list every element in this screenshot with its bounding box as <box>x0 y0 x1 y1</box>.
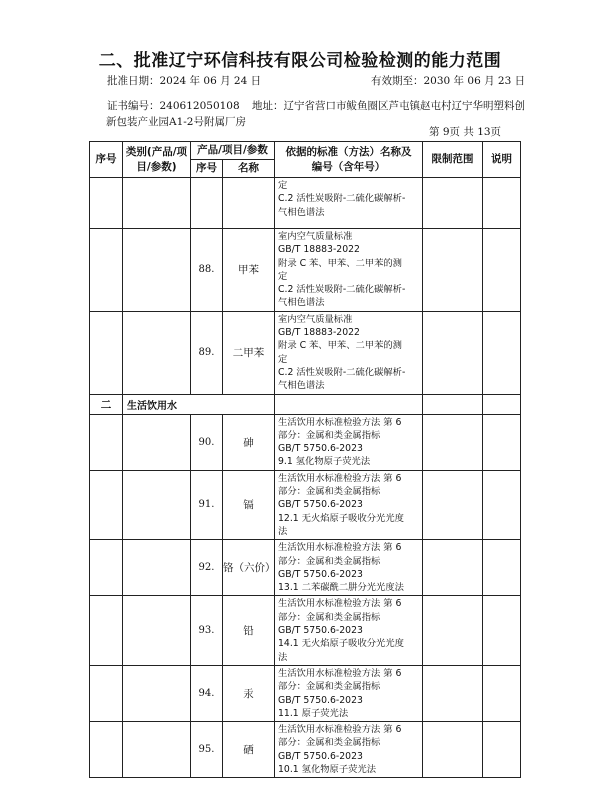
category-cell <box>123 178 191 229</box>
seq-cell <box>90 178 123 229</box>
standard-line: 室内空气质量标准 <box>278 231 353 242</box>
standard-line: 生活饮用水标准检验方法 第 6 <box>278 724 402 736</box>
standard-line: 生活饮用水标准检验方法 第 6 <box>278 542 402 554</box>
category-cell <box>123 540 191 596</box>
item-name: 硒 <box>223 722 275 778</box>
standard-line: 法 <box>278 651 288 663</box>
standard-cell <box>275 229 423 312</box>
category-cell <box>123 665 191 721</box>
category-cell <box>123 311 191 394</box>
standard-line: GB/T 5750.6-2023 <box>278 443 363 455</box>
limit-cell <box>423 722 483 778</box>
note-cell <box>483 665 521 721</box>
item-number: 91. <box>191 470 223 539</box>
note-cell <box>483 470 521 539</box>
seq-cell <box>90 540 123 596</box>
category-cell <box>123 722 191 778</box>
standard-line: 14.1 无火焰原子吸收分光光度 <box>278 638 404 650</box>
note-cell <box>483 596 521 665</box>
item-number: 95. <box>191 722 223 778</box>
standard-cell <box>275 311 423 394</box>
item-number: 93. <box>191 596 223 665</box>
standard-line: 9.1 氢化物原子荧光法 <box>278 456 371 468</box>
table-row <box>90 178 521 229</box>
standard-line: 生活饮用水标准检验方法 第 6 <box>278 416 402 428</box>
limit-cell <box>423 596 483 665</box>
item-number: 88. <box>191 229 223 312</box>
standard-line: 生活饮用水标准检验方法 第 6 <box>278 472 402 484</box>
item-name: 铬（六价） <box>223 540 275 596</box>
standard-line: GB/T 5750.6-2023 <box>278 625 363 637</box>
section-number: 二 <box>90 394 123 414</box>
standard-cell <box>275 178 423 229</box>
standard-line: 生活饮用水标准检验方法 第 6 <box>278 667 402 679</box>
category-cell <box>123 229 191 312</box>
item-number: 89. <box>191 311 223 394</box>
standard-line: 定 <box>278 353 288 365</box>
standard-line: 定 <box>278 270 288 282</box>
standard-line: 室内空气质量标准 <box>278 313 353 325</box>
category-cell <box>123 470 191 539</box>
limit-cell <box>423 229 483 312</box>
limit-cell <box>423 665 483 721</box>
section-name: 生活饮用水 <box>123 394 275 414</box>
note-cell <box>483 414 521 470</box>
standard-line: 部分：金属和类金属指标 <box>278 429 381 441</box>
limit-cell <box>423 178 483 229</box>
item-name: 甲苯 <box>223 229 275 312</box>
standard-cell <box>275 470 423 539</box>
table-row <box>90 596 521 665</box>
limit-cell <box>423 414 483 470</box>
header-limit: 限制范围 <box>423 142 483 178</box>
standard-line: GB/T 5750.6-2023 <box>278 568 363 580</box>
table-row <box>90 229 521 312</box>
standard-line: 部分：金属和类金属指标 <box>278 555 381 567</box>
seq-cell <box>90 229 123 312</box>
table-row <box>90 470 521 539</box>
standard-line: GB/T 5750.6-2023 <box>278 694 363 706</box>
certificate-number: 证书编号：240612050108 <box>107 100 240 112</box>
item-name: 二甲苯 <box>223 311 275 394</box>
seq-cell <box>90 596 123 665</box>
address-line-2: 新包装产业园A1-2号附属厂房 <box>106 116 246 128</box>
standard-line: 部分：金属和类金属指标 <box>278 681 381 693</box>
category-cell <box>123 414 191 470</box>
standard-line: 部分：金属和类金属指标 <box>278 737 381 749</box>
standard-line: 法 <box>278 525 288 537</box>
seq-cell <box>90 722 123 778</box>
standard-line: 生活饮用水标准检验方法 第 6 <box>278 598 402 610</box>
table-row <box>90 311 521 394</box>
table-row <box>90 414 521 470</box>
limit-cell <box>423 394 483 414</box>
seq-cell <box>90 665 123 721</box>
note-cell <box>483 722 521 778</box>
standard-cell <box>275 596 423 665</box>
table-row <box>90 540 521 596</box>
standard-cell <box>275 414 423 470</box>
standard-line: C.2 活性炭吸附-二硫化碳解析- <box>278 193 406 205</box>
standard-line: GB/T 5750.6-2023 <box>278 499 363 511</box>
item-name: 砷 <box>223 414 275 470</box>
section-row <box>90 394 521 414</box>
standard-line: 部分：金属和类金属指标 <box>278 486 381 498</box>
standard-line: 气相色谱法 <box>278 206 325 218</box>
standard-line: GB/T 18883-2022 <box>278 327 360 339</box>
table-row <box>90 665 521 721</box>
standard-line: 12.1 无火焰原子吸收分光光度 <box>278 512 404 524</box>
page-indicator: 第 9页 共 13页 <box>429 126 502 138</box>
page-title: 二、批准辽宁环信科技有限公司检验检测的能力范围 <box>98 51 502 71</box>
standard-line: 10.1 氢化物原子荧光法 <box>278 763 377 775</box>
standard-line: 定 <box>278 180 288 191</box>
valid-until: 有效期至：2030 年 06 月 23 日 <box>371 75 526 87</box>
standard-cell <box>275 540 423 596</box>
address-line-1: 地址：辽宁省营口市鲅鱼圈区芦屯镇赵屯村辽宁华明塑料创 <box>252 100 525 112</box>
approval-date: 批准日期：2024 年 06 月 24 日 <box>107 75 262 87</box>
limit-cell <box>423 470 483 539</box>
header-product-group: 产品/项目/参数 <box>191 142 275 160</box>
standard-line: GB/T 5750.6-2023 <box>278 750 363 762</box>
capability-table <box>89 141 521 778</box>
note-cell <box>483 540 521 596</box>
header-item-no: 序号 <box>191 160 223 178</box>
header-seq-no: 序号 <box>90 142 123 178</box>
standard-line: 附录 C 苯、甲苯、二甲苯的测 <box>278 340 402 352</box>
seq-cell <box>90 470 123 539</box>
table-body <box>90 178 521 778</box>
item-name: 镉 <box>223 470 275 539</box>
item-name: 汞 <box>223 665 275 721</box>
header-standard: 依据的标准（方法）名称及编号（含年号） <box>275 142 423 178</box>
item-name-cell <box>223 178 275 229</box>
note-cell <box>483 178 521 229</box>
note-cell <box>483 229 521 312</box>
standard-line: C.2 活性炭吸附-二硫化碳解析- <box>278 366 406 378</box>
header-item-name: 名称 <box>223 160 275 178</box>
seq-cell <box>90 311 123 394</box>
limit-cell <box>423 311 483 394</box>
standard-line: 气相色谱法 <box>278 297 325 309</box>
standard-line: 11.1 原子荧光法 <box>278 707 349 719</box>
item-number: 92. <box>191 540 223 596</box>
table-row <box>90 722 521 778</box>
note-cell <box>483 311 521 394</box>
limit-cell <box>423 540 483 596</box>
standard-line: GB/T 18883-2022 <box>278 244 360 256</box>
standard-line: C.2 活性炭吸附-二硫化碳解析- <box>278 284 406 296</box>
standard-line: 部分：金属和类金属指标 <box>278 611 381 623</box>
standard-cell <box>275 394 423 414</box>
item-no-cell <box>191 178 223 229</box>
standard-line: 附录 C 苯、甲苯、二甲苯的测 <box>278 257 402 269</box>
header-note: 说明 <box>483 142 521 178</box>
standard-cell <box>275 722 423 778</box>
seq-cell <box>90 414 123 470</box>
item-number: 90. <box>191 414 223 470</box>
standard-line: 13.1 二苯碳酰二肼分光光度法 <box>278 582 404 594</box>
item-number: 94. <box>191 665 223 721</box>
header-category: 类别(产品/项目/参数) <box>123 142 191 178</box>
category-cell <box>123 596 191 665</box>
item-name: 铅 <box>223 596 275 665</box>
note-cell <box>483 394 521 414</box>
standard-cell <box>275 665 423 721</box>
standard-line: 气相色谱法 <box>278 380 325 392</box>
